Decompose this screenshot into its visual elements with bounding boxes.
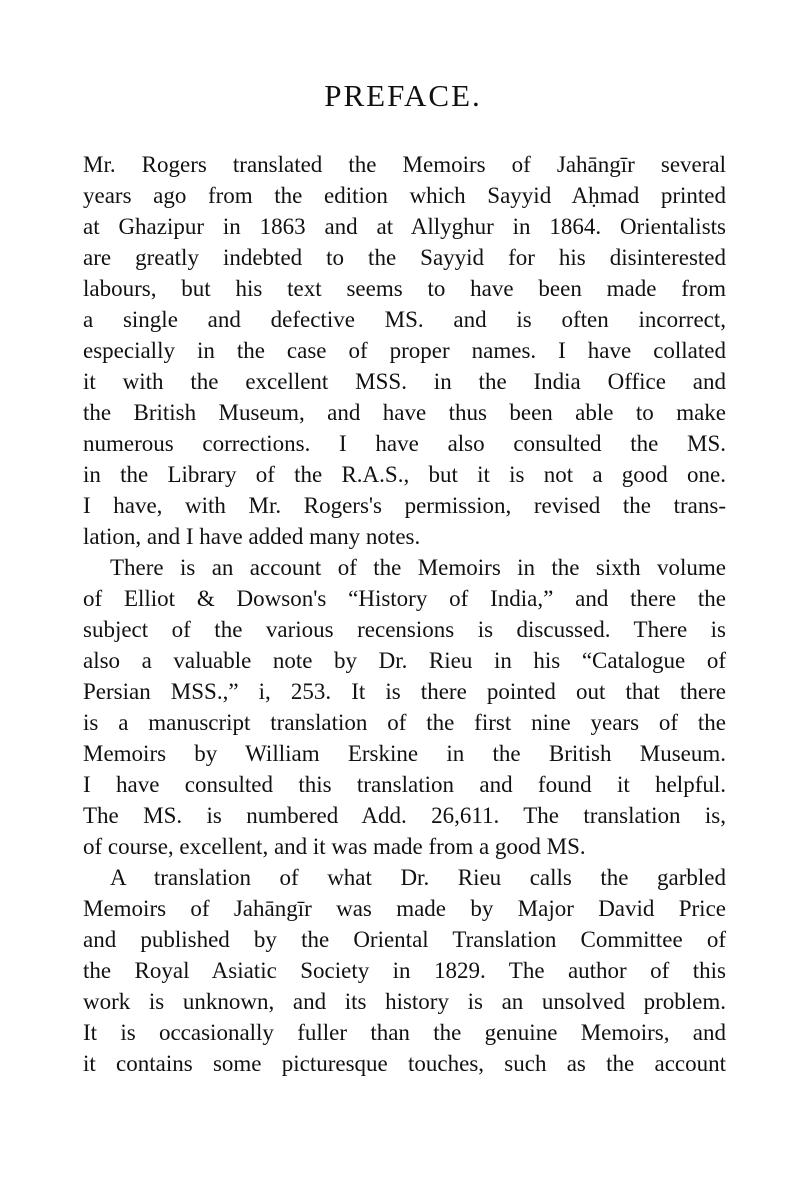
text-line-30: it contains some picturesque touches, such as the account: [83, 1051, 726, 1076]
text-line-7: especially in the case of proper names. I have collated: [83, 338, 726, 363]
text-line-22: The MS. is numbered Add. 26,611. The translation is,: [83, 803, 726, 828]
text-line-29: It is occasionally fuller than the genuine Memoirs, and: [83, 1020, 726, 1045]
text-line-15: of Elliot & Dowson's “History of India,” and there the: [83, 586, 726, 611]
text-line-14: There is an account of the Memoirs in the sixth volume: [110, 555, 726, 580]
text-line-21: I have consulted this translation and found it helpful.: [83, 772, 726, 797]
text-line-24: A translation of what Dr. Rieu calls the garbled: [110, 865, 726, 890]
text-line-3: at Ghazipur in 1863 and at Allyghur in 1864. Orientalists: [83, 214, 726, 239]
text-line-17: also a valuable note by Dr. Rieu in his “Catalogue of: [83, 648, 726, 673]
text-line-8: it with the excellent MSS. in the India Office and: [83, 369, 726, 394]
text-line-5: labours, but his text seems to have been made from: [83, 276, 726, 301]
text-line-1: Mr. Rogers translated the Memoirs of Jahāngīr several: [83, 152, 726, 177]
text-line-13: lation, and I have added many notes.: [83, 524, 421, 549]
text-line-16: subject of the various recensions is discussed. There is: [83, 617, 726, 642]
text-line-18: Persian MSS.,” i, 253. It is there pointed out that there: [83, 679, 726, 704]
text-line-12: I have, with Mr. Rogers's permission, revised the trans-: [83, 493, 726, 518]
text-line-27: the Royal Asiatic Society in 1829. The author of this: [83, 958, 726, 983]
text-line-25: Memoirs of Jahāngīr was made by Major David Price: [83, 896, 726, 921]
text-line-23: of course, excellent, and it was made from a good MS.: [83, 834, 586, 859]
text-line-10: numerous corrections. I have also consulted the MS.: [83, 431, 726, 456]
text-line-11: in the Library of the R.A.S., but it is not a good one.: [83, 462, 726, 487]
text-line-6: a single and defective MS. and is often incorrect,: [83, 307, 726, 332]
text-line-9: the British Museum, and have thus been able to make: [83, 400, 726, 425]
text-line-4: are greatly indebted to the Sayyid for his disinterested: [83, 245, 726, 270]
text-line-20: Memoirs by William Erskine in the British Museum.: [83, 741, 726, 766]
text-line-28: work is unknown, and its history is an unsolved problem.: [83, 989, 726, 1014]
page-title: PREFACE.: [324, 78, 482, 113]
text-line-2: years ago from the edition which Sayyid Aḥmad printed: [83, 183, 726, 208]
text-line-26: and published by the Oriental Translation Committee of: [83, 927, 726, 952]
text-line-19: is a manuscript translation of the first nine years of the: [83, 710, 726, 735]
